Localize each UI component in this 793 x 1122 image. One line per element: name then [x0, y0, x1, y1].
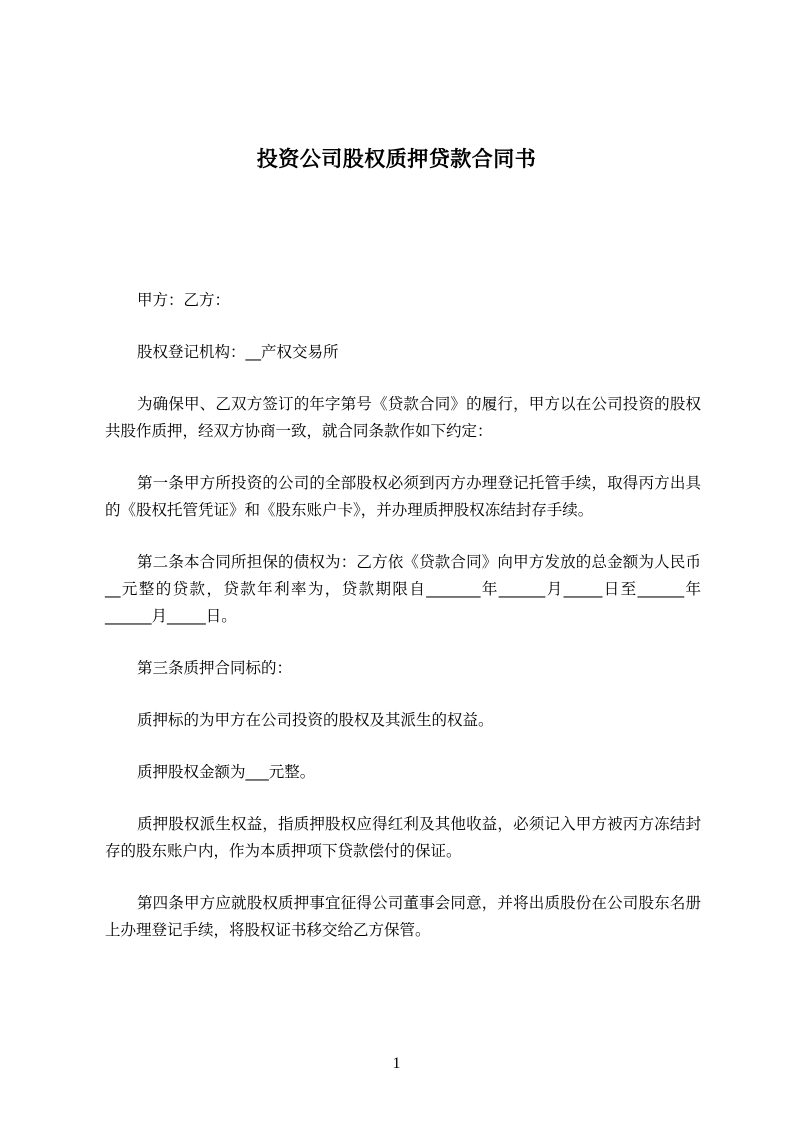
article-4: 第四条甲方应就股权质押事宜征得公司董事会同意，并将出质股份在公司股东名册上办理登记手续，将股权证书移交给乙方保管。	[105, 894, 701, 939]
document-body	[105, 287, 701, 969]
pledge-subject: 质押标的为甲方在公司投资的股权及其派生的权益。	[137, 711, 494, 729]
article-1: 第一条甲方所投资的公司的全部股权必须到丙方办理登记托管手续，取得丙方出具的《股权托管凭证》和《股东账户卡》，并办理质押股权冻结封存手续。	[105, 474, 701, 519]
preamble-paragraph: 为确保甲、乙双方签订的年字第号《贷款合同》的履行，甲方以在公司投资的股权共股作质押，经双方协商一致，就合同条款作如下约定：	[105, 395, 701, 440]
page-number: 1	[392, 1055, 401, 1072]
registration-agency: 股权登记机构：__产权交易所	[137, 343, 339, 361]
derived-rights: 质押股权派生权益，指质押股权应得红利及其他收益，必须记入甲方被丙方冻结封存的股东账户内，作为本质押项下贷款偿付的保证。	[105, 815, 701, 860]
parties-line: 甲方：乙方：	[137, 291, 231, 309]
document-title: 投资公司股权质押贷款合同书	[256, 147, 537, 171]
article-2: 第二条本合同所担保的债权为：乙方依《贷款合同》向甲方发放的总金额为人民币__元整的贷款，贷款年利率为，贷款期限自_______年______月_____日至______年______月_____日。	[105, 553, 701, 625]
pledge-amount: 质押股权金额为___元整。	[137, 763, 316, 781]
article-3-heading: 第三条质押合同标的：	[137, 659, 293, 677]
